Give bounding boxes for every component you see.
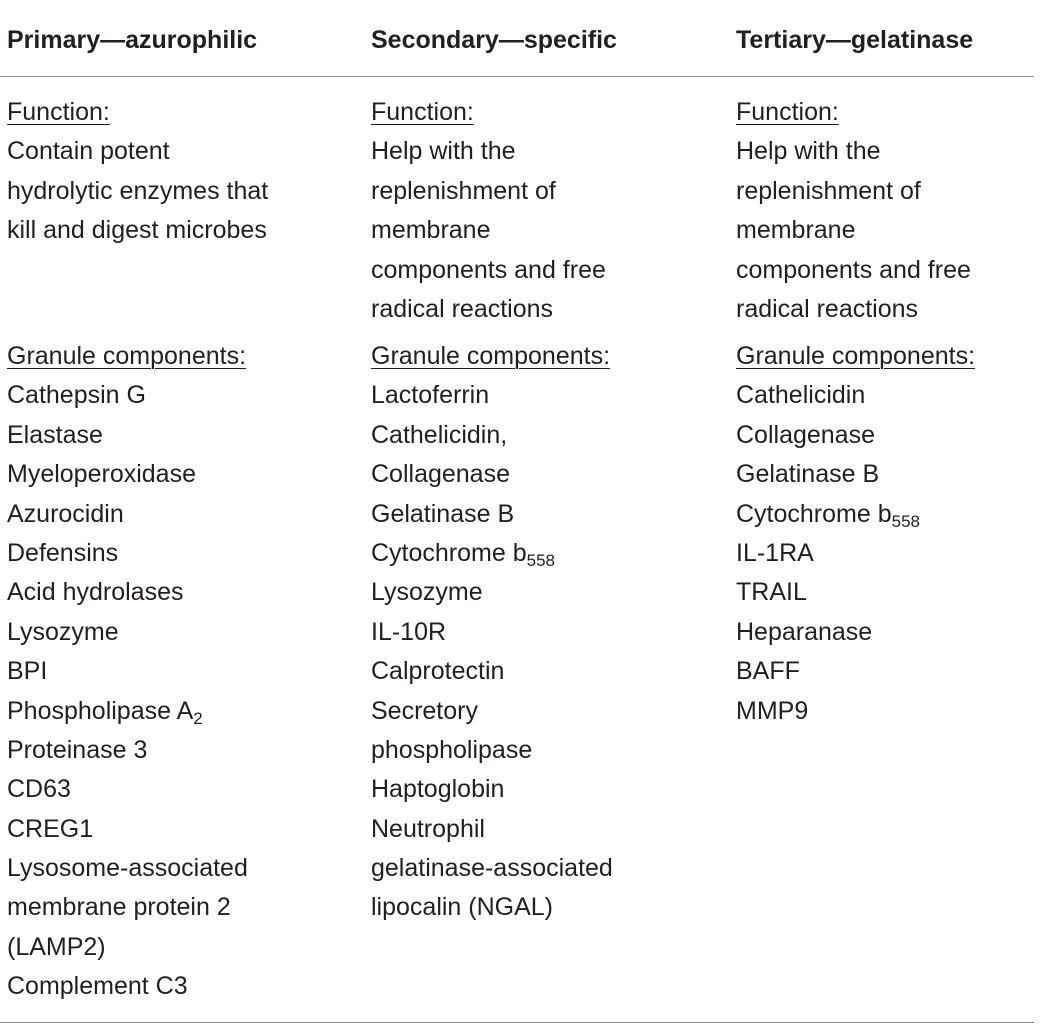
component-subscript: 558 [891,511,920,531]
component-item [7,928,248,967]
function-line: membrane [736,216,856,245]
components-list [736,376,975,731]
component-text: gelatinase-associated [371,854,613,883]
component-text: Proteinase 3 [7,735,148,764]
component-item [736,652,975,691]
component-item [7,652,248,691]
function-line: radical reactions [371,294,554,323]
component-subscript: 2 [193,708,203,728]
component-item [736,573,975,612]
function-cell [736,93,971,329]
component-item [7,573,248,612]
component-item [7,613,248,652]
header-rule [0,76,1034,77]
component-text: Myeloperoxidase [7,460,196,489]
component-text: Cytochrome b [371,538,527,567]
component-text: IL-1RA [736,538,814,567]
components-label: Granule components: [371,342,611,370]
component-text: Gelatinase B [736,460,880,489]
component-item [736,613,975,652]
component-item [371,573,613,612]
component-item [736,692,975,731]
column-header: Tertiary—gelatinase [736,26,974,54]
components-cell [371,337,613,928]
component-text: Cathelicidin [736,381,866,410]
component-text: Acid hydrolases [7,578,184,607]
component-text: Lactoferrin [371,381,490,410]
component-text: Haptoglobin [371,775,505,804]
component-text: Heparanase [736,617,873,646]
component-item [371,652,613,691]
component-item [7,495,248,534]
component-subscript: 558 [526,550,555,570]
component-text: Cathepsin G [7,381,146,410]
function-line: components and free [736,255,971,284]
components-list [7,376,248,1006]
function-line: replenishment of [371,176,556,205]
function-line: replenishment of [736,176,921,205]
function-label: Function: [371,98,474,126]
column-header: Secondary—specific [371,26,617,54]
function-text [736,132,971,329]
function-line: hydrolytic enzymes that [7,176,269,205]
component-text: CREG1 [7,814,94,843]
component-text: Azurocidin [7,499,124,528]
components-label: Granule components: [736,342,976,370]
component-item [7,770,248,809]
component-item [7,534,248,573]
component-item [371,534,613,573]
component-item [371,849,613,888]
component-text: Lysosome-associated [7,854,248,883]
component-item [736,455,975,494]
component-item [7,810,248,849]
component-text: lipocalin (NGAL) [371,893,554,922]
function-line: radical reactions [736,294,919,323]
component-item [371,455,613,494]
component-text: phospholipase [371,735,533,764]
component-item [736,416,975,455]
component-text: Collagenase [736,420,875,449]
column-header: Primary—azurophilic [7,26,258,54]
component-text: IL-10R [371,617,447,646]
component-text: Secretory [371,696,478,725]
component-text: BPI [7,657,48,686]
component-item [7,731,248,770]
function-line: Help with the [736,137,881,166]
function-label: Function: [7,98,110,126]
component-text: membrane protein 2 [7,893,231,922]
function-line: components and free [371,255,606,284]
component-item [371,888,613,927]
component-text: TRAIL [736,578,807,607]
component-item [7,967,248,1006]
function-text [371,132,606,329]
component-item [371,495,613,534]
component-item [7,849,248,888]
component-text: Cathelicidin, [371,420,508,449]
component-item [7,692,248,731]
component-text: Phospholipase A [7,696,194,725]
component-item [7,376,248,415]
function-line: Help with the [371,137,516,166]
component-item [371,692,613,731]
component-item [7,416,248,455]
component-item [7,455,248,494]
component-item [371,376,613,415]
function-line: kill and digest microbes [7,216,267,245]
component-text: (LAMP2) [7,932,106,961]
function-line: membrane [371,216,491,245]
function-cell [371,93,606,329]
component-text: Gelatinase B [371,499,515,528]
function-text [7,132,268,250]
component-item [371,416,613,455]
component-item [371,770,613,809]
components-cell [736,337,975,731]
component-text: Elastase [7,420,103,449]
components-list [371,376,613,927]
component-text: Neutrophil [371,814,485,843]
component-text: Calprotectin [371,657,505,686]
component-text: MMP9 [736,696,809,725]
function-line: Contain potent [7,137,170,166]
component-item [371,613,613,652]
component-text: Defensins [7,538,119,567]
component-text: BAFF [736,657,800,686]
components-label: Granule components: [7,342,247,370]
component-text: Cytochrome b [736,499,892,528]
component-item [736,376,975,415]
component-item [371,810,613,849]
component-item [736,495,975,534]
function-label: Function: [736,98,839,126]
component-item [371,731,613,770]
bottom-rule [0,1022,1034,1023]
components-cell [7,337,248,1007]
component-item [736,534,975,573]
component-item [7,888,248,927]
component-text: Lysozyme [7,617,119,646]
component-text: CD63 [7,775,71,804]
function-cell [7,93,268,251]
component-text: Lysozyme [371,578,483,607]
component-text: Complement C3 [7,972,188,1001]
component-text: Collagenase [371,460,510,489]
